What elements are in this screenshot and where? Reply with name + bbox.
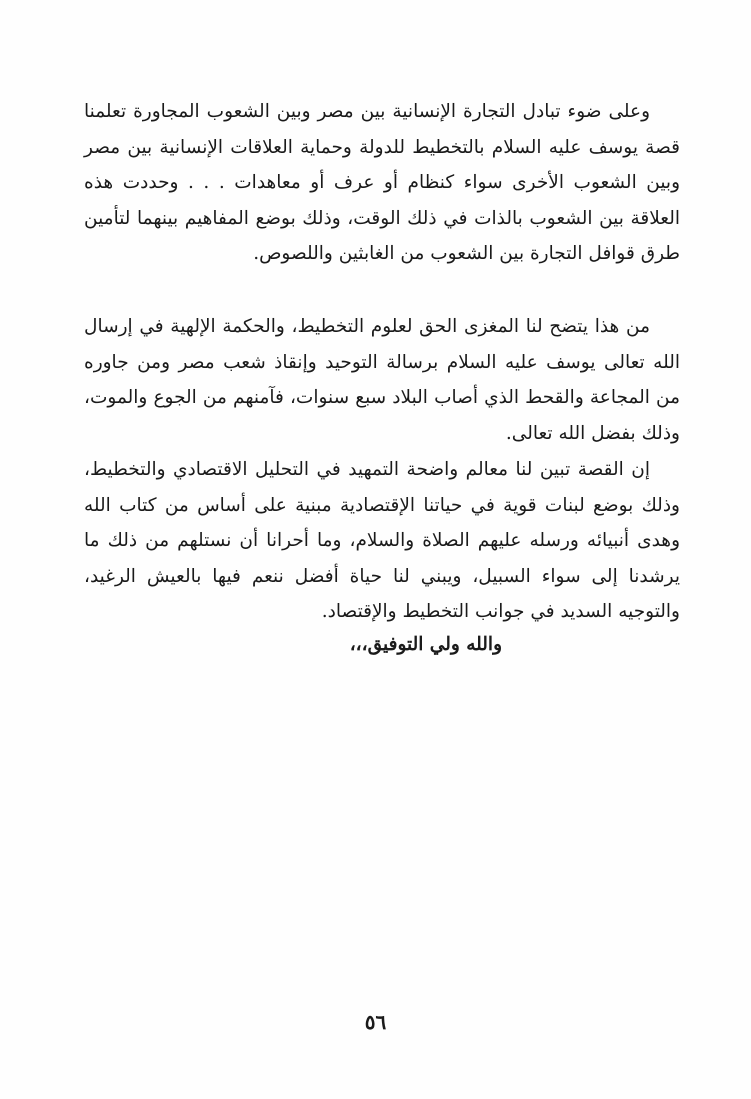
paragraph-planning-wisdom: [84, 309, 680, 451]
paragraph-trade-relations: [84, 94, 680, 272]
paragraph-economic-analysis: [84, 452, 680, 630]
paragraph-text: من هذا يتضح لنا المغزى الحق لعلوم التخطيط، والحكمة الإلهية في إرسال الله تعالى يوسف عليه السلام برسالة التوحيد وإنقاذ شعب مصر ومن جاوره من المجاعة والقحط الذي أصاب البلاد سبع سنوات، فآمنهم من الجوع والموت، وذلك بفضل الله تعالى.: [84, 316, 680, 444]
page-number: ٥٦: [364, 1010, 387, 1034]
paragraph-text: إن القصة تبين لنا معالم واضحة التمهيد في التحليل الاقتصادي والتخطيط، وذلك بوضع لبنات قوية في حياتنا الإقتصادية مبنية على أساس من كتاب الله وهدى أنبيائه ورسله عليهم الصلاة والسلام، وما أحرانا أن نستلهم من ذلك ما يرشدنا إلى سواء السبيل، ويبني لنا حياة أفضل ننعم فيها بالعيش الرغيد، والتوجيه السديد في جوانب التخطيط والإقتصاد.: [84, 459, 680, 622]
closing-line: والله ولي التوفيق،،،: [349, 634, 502, 655]
paragraph-text: وعلى ضوء تبادل التجارة الإنسانية بين مصر وبين الشعوب المجاورة تعلمنا قصة يوسف عليه السلام بالتخطيط للدولة وحماية العلاقات الإنسانية بين مصر وبين الشعوب الأخرى سواء كنظام أو عرف أو معاهدات . . . وحددت هذه العلاقة بين الشعوب بالذات في ذلك الوقت، وذلك بوضع المفاهيم بينهما لتأمين طرق قوافل التجارة بين الشعوب من الغابثين واللصوص.: [84, 101, 680, 264]
